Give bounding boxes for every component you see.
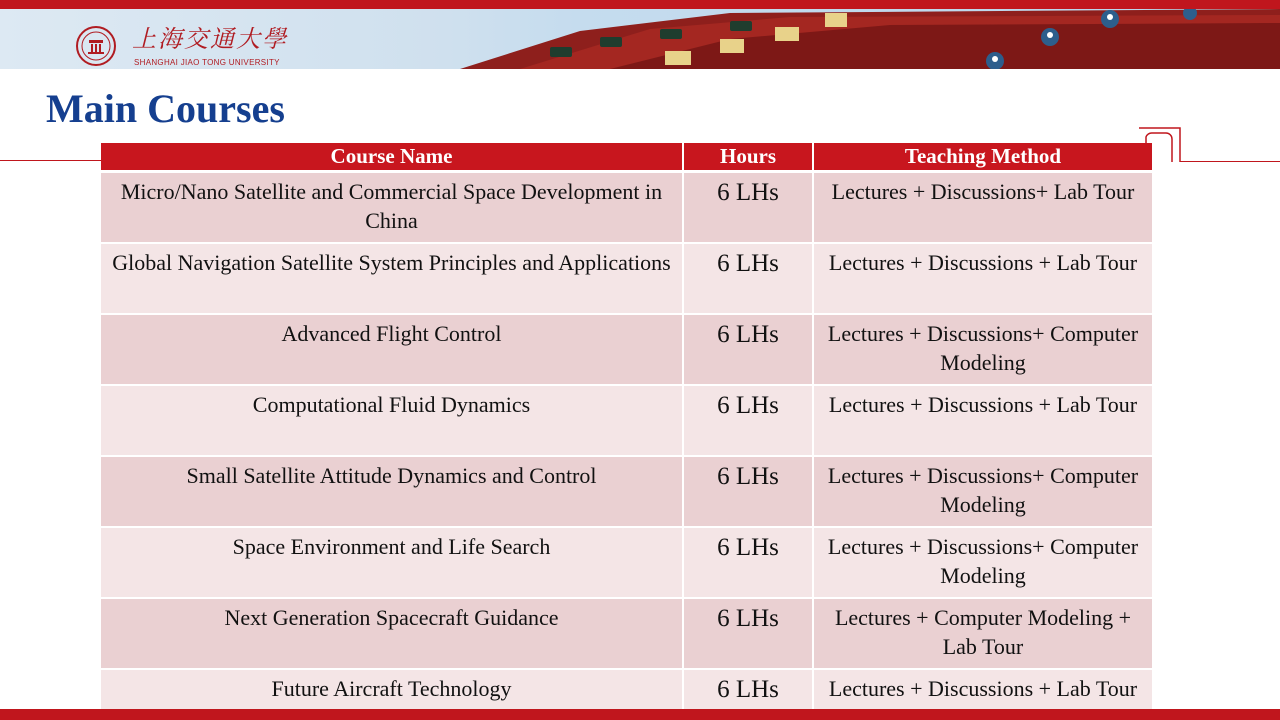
hours-cell: 6 LHs bbox=[683, 527, 813, 598]
table-row bbox=[101, 314, 1152, 385]
teaching-method-cell: Lectures + Discussions + Lab Tour bbox=[813, 669, 1152, 720]
header-banner bbox=[0, 9, 1280, 69]
hours-cell: 6 LHs bbox=[683, 385, 813, 456]
teaching-method-cell: Lectures + Computer Modeling + Lab Tour bbox=[813, 598, 1152, 669]
teaching-method-cell: Lectures + Discussions+ Computer Modeling bbox=[813, 314, 1152, 385]
page-title: Main Courses bbox=[46, 86, 285, 131]
course-name-cell: Micro/Nano Satellite and Commercial Space Development in China bbox=[101, 172, 683, 244]
table-row bbox=[101, 243, 1152, 314]
university-name-chinese: 上海交通大學 bbox=[132, 25, 288, 53]
table-row bbox=[101, 527, 1152, 598]
hours-cell: 6 LHs bbox=[683, 598, 813, 669]
table-header-row bbox=[101, 143, 1152, 172]
hours-cell: 6 LHs bbox=[683, 314, 813, 385]
column-header-teaching-method: Teaching Method bbox=[813, 143, 1152, 172]
table-row bbox=[101, 385, 1152, 456]
table-row bbox=[101, 598, 1152, 669]
column-header-course-name: Course Name bbox=[101, 143, 683, 172]
temple-eaves-decoration bbox=[430, 9, 1280, 69]
bottom-red-strip bbox=[0, 709, 1280, 720]
courses-table bbox=[101, 143, 1152, 720]
university-emblem-icon bbox=[68, 25, 124, 67]
hours-cell: 6 LHs bbox=[683, 456, 813, 527]
column-header-hours: Hours bbox=[683, 143, 813, 172]
top-red-strip bbox=[0, 0, 1280, 9]
teaching-method-cell: Lectures + Discussions + Lab Tour bbox=[813, 385, 1152, 456]
course-name-cell: Global Navigation Satellite System Principles and Applications bbox=[101, 243, 683, 314]
course-name-cell: Future Aircraft Technology bbox=[101, 669, 683, 720]
course-name-cell: Advanced Flight Control bbox=[101, 314, 683, 385]
table-row bbox=[101, 456, 1152, 527]
course-name-cell: Small Satellite Attitude Dynamics and Control bbox=[101, 456, 683, 527]
title-rule-right bbox=[1180, 161, 1280, 162]
title-rule-left bbox=[0, 160, 104, 161]
course-name-cell: Space Environment and Life Search bbox=[101, 527, 683, 598]
university-name-english: SHANGHAI JIAO TONG UNIVERSITY bbox=[134, 58, 280, 67]
teaching-method-cell: Lectures + Discussions + Lab Tour bbox=[813, 243, 1152, 314]
hours-cell: 6 LHs bbox=[683, 669, 813, 720]
hours-cell: 6 LHs bbox=[683, 172, 813, 244]
teaching-method-cell: Lectures + Discussions+ Lab Tour bbox=[813, 172, 1152, 244]
course-name-cell: Computational Fluid Dynamics bbox=[101, 385, 683, 456]
teaching-method-cell: Lectures + Discussions+ Computer Modeling bbox=[813, 456, 1152, 527]
hours-cell: 6 LHs bbox=[683, 243, 813, 314]
table-row bbox=[101, 172, 1152, 244]
teaching-method-cell: Lectures + Discussions+ Computer Modeling bbox=[813, 527, 1152, 598]
course-name-cell: Next Generation Spacecraft Guidance bbox=[101, 598, 683, 669]
